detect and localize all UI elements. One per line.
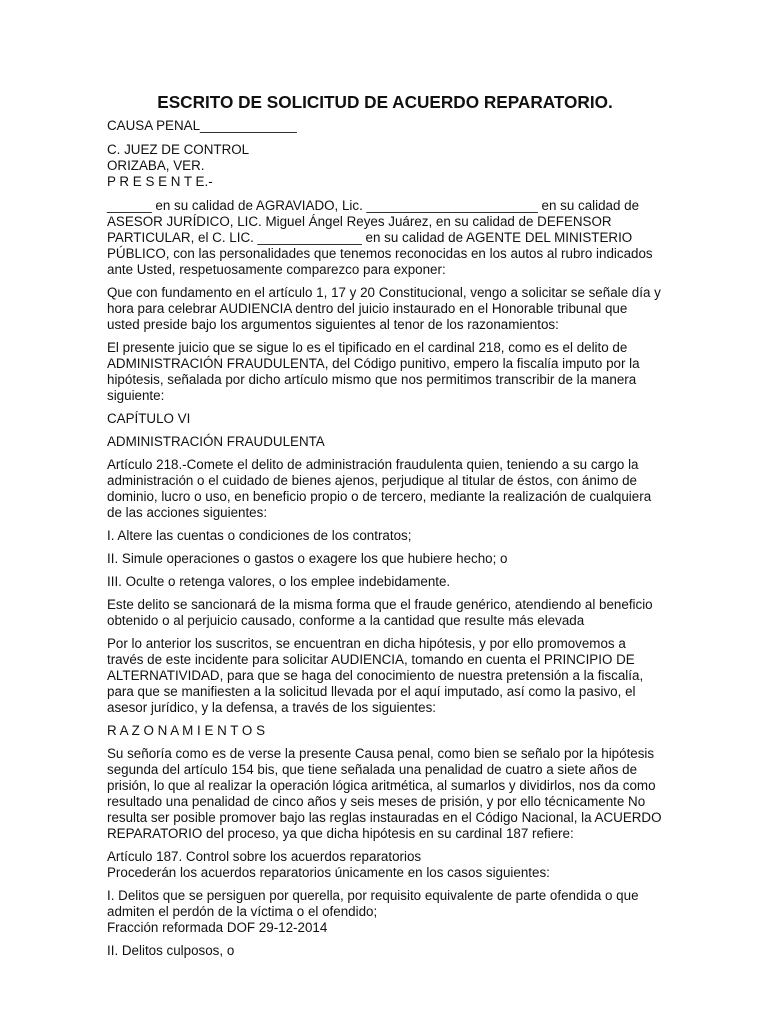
capitulo-heading: CAPÍTULO VI — [107, 411, 191, 426]
articulo-218: Artículo 218.-Comete el delito de administración fraudulenta quien, teniendo a su cargo la administración o el cuidado de bienes ajenos, perjudique al titular de éstos, con ánimo de dominio, lucro o uso, en beneficio propio o de tercero, mediante la realización de cualquiera de las acciones siguientes: — [107, 457, 652, 520]
delitos-culposos: II. Delitos culposos, o — [107, 943, 235, 958]
causa-penal: CAUSA PENAL_____________ — [107, 118, 297, 133]
fraccion-1: I. Altere las cuentas o condiciones de los contratos; — [107, 528, 412, 543]
delitos-querella: I. Delitos que se persiguen por querella, por requisito equivalente de parte ofendida o que admiten el perdón de la víctima o el ofendido; — [107, 888, 639, 919]
razonamientos-heading: R A Z O N A M I E N T O S — [107, 723, 266, 738]
fraccion-reformada: Fracción reformada DOF 29-12-2014 — [107, 920, 328, 935]
senoria-paragraph: Su señoría como es de verse la presente Causa penal, como bien se señalo por la hipótesis segunda del artículo 154 bis, que tiene señalada una penalidad de cuatro a siete años de prisión, lo que al realizar la operación lógica aritmética, al sumarlos y dividirlos, nos da como resultado una penalidad de cinco años y seis meses de prisión, y por ello técnicamente No resulta ser posible promover bajo las reglas instauradas en el Código Nacional, la ACUERDO REPARATORIO del proceso, ya que dicha hipótesis en su cardinal 187 refiere: — [107, 746, 662, 841]
articulo-187-title: Artículo 187. Control sobre los acuerdos reparatorios — [107, 849, 422, 864]
recipient-city: ORIZABA, VER. — [107, 158, 205, 173]
fraccion-3: III. Oculte o retenga valores, o los emplee indebidamente. — [107, 574, 451, 589]
fundamento-paragraph: Que con fundamento en el artículo 1, 17 y 20 Constitucional, vengo a solicitar se señale día y hora para celebrar AUDIENCIA dentro del juicio instaurado en el Honorable tribunal que usted preside bajo los argumentos siguientes al tenor de los razonamientos: — [107, 285, 661, 332]
intro-paragraph: ______ en su calidad de AGRAVIADO, Lic. _______________________ en su calidad de ASESOR JURÍDICO, LIC. Miguel Ángel Reyes Juárez, en su calidad de DEFENSOR PARTICULAR, el C. LIC. ______________ en su calidad de AGENTE DEL MINISTERIO PÚBLICO, con las personalidades que tenemos reconocidas en los autos al rubro indicados ante Usted, respetuosamente comparezco para exponer: — [107, 198, 653, 277]
por-lo-anterior-paragraph: Por lo anterior los suscritos, se encuentran en dicha hipótesis, y por ello promovemos a través de este incidente para solicitar AUDIENCIA, tomando en cuenta el PRINCIPIO DE ALTERNATIVIDAD, para que se haga del conocimiento de nuestra pretensión a la fiscalía, para que se manifiesten a la solicitud llevada por el aquí imputado, así como la pasivo, el asesor jurídico, y la defensa, a través de los siguientes: — [107, 636, 644, 715]
document-title: ESCRITO DE SOLICITUD DE ACUERDO REPARATORIO. — [157, 92, 613, 112]
articulo-187-body: Procederán los acuerdos reparatorios únicamente en los casos siguientes: — [107, 865, 550, 880]
sancion-paragraph: Este delito se sancionará de la misma forma que el fraude genérico, atendiendo al beneficio obtenido o al perjuicio causado, conforme a la cantidad que resulte más elevada — [107, 597, 653, 628]
document-page — [107, 92, 663, 959]
recipient-presente: P R E S E N T E.- — [107, 174, 213, 189]
capitulo-name: ADMINISTRACIÓN FRAUDULENTA — [107, 434, 325, 449]
recipient-judge: C. JUEZ DE CONTROL — [107, 142, 250, 157]
juicio-paragraph: El presente juicio que se sigue lo es el tipificado en el cardinal 218, como es el delito de ADMINISTRACIÓN FRAUDULENTA, del Código punitivo, empero la fiscalía imputo por la hipótesis, señalada por dicho artículo mismo que nos permitimos transcribir de la manera siguiente: — [107, 340, 640, 403]
fraccion-2: II. Simule operaciones o gastos o exagere los que hubiere hecho; o — [107, 551, 508, 566]
